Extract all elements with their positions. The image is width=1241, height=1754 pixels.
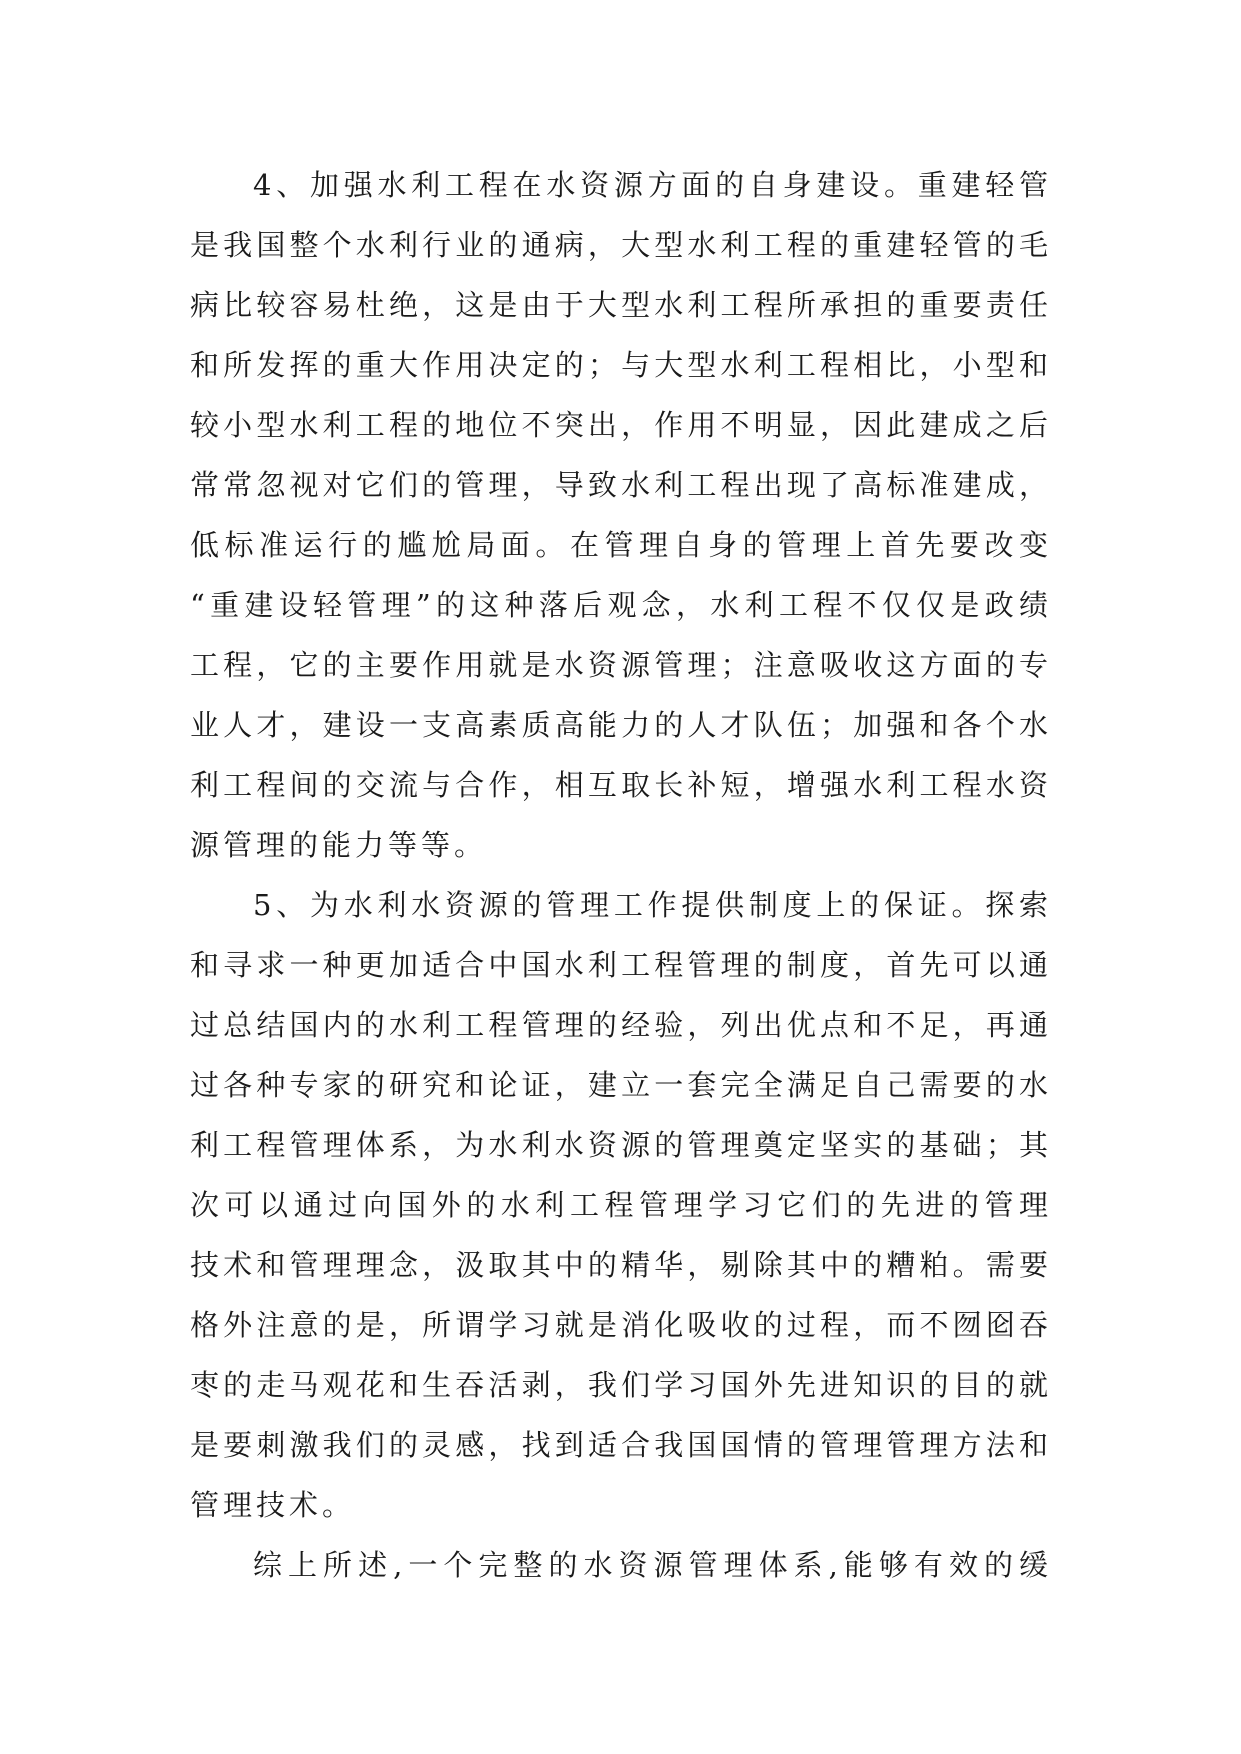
text-line: 过各种专家的研究和论证，建立一套完全满足自己需要的水 bbox=[190, 1068, 1052, 1102]
text-line: 常常忽视对它们的管理，导致水利工程出现了高标准建成， bbox=[190, 468, 1052, 502]
text-line: 管理技术。 bbox=[190, 1488, 356, 1522]
text-line: 5、为水利水资源的管理工作提供制度上的保证。探索 bbox=[253, 888, 1052, 922]
text-line: 和寻求一种更加适合中国水利工程管理的制度，首先可以通 bbox=[190, 948, 1052, 982]
text-line: 较小型水利工程的地位不突出，作用不明显，因此建成之后 bbox=[190, 408, 1052, 442]
paragraph-3 bbox=[190, 1535, 1052, 1595]
text-line: “重建设轻管理”的这种落后观念，水利工程不仅仅是政绩 bbox=[190, 588, 1052, 622]
text-line: 源管理的能力等等。 bbox=[190, 828, 488, 862]
paragraph-2 bbox=[190, 875, 1052, 1535]
text-line: 次可以通过向国外的水利工程管理学习它们的先进的管理 bbox=[190, 1188, 1052, 1222]
text-line: 工程，它的主要作用就是水资源管理；注意吸收这方面的专 bbox=[190, 648, 1052, 682]
text-line: 和所发挥的重大作用决定的；与大型水利工程相比，小型和 bbox=[190, 348, 1052, 382]
text-line: 4、加强水利工程在水资源方面的自身建设。重建轻管 bbox=[253, 168, 1052, 202]
text-line: 过总结国内的水利工程管理的经验，列出优点和不足，再通 bbox=[190, 1008, 1052, 1042]
text-line: 业人才，建设一支高素质高能力的人才队伍；加强和各个水 bbox=[190, 708, 1052, 742]
paragraph-1 bbox=[190, 155, 1052, 875]
text-line: 病比较容易杜绝，这是由于大型水利工程所承担的重要责任 bbox=[190, 288, 1052, 322]
text-line: 低标准运行的尴尬局面。在管理自身的管理上首先要改变 bbox=[190, 528, 1052, 562]
text-line: 枣的走马观花和生吞活剥，我们学习国外先进知识的目的就 bbox=[190, 1368, 1052, 1402]
text-line: 利工程管理体系，为水利水资源的管理奠定坚实的基础；其 bbox=[190, 1128, 1052, 1162]
text-line: 格外注意的是，所谓学习就是消化吸收的过程，而不囫囵吞 bbox=[190, 1308, 1052, 1342]
text-line: 综上所述,一个完整的水资源管理体系,能够有效的缓 bbox=[253, 1548, 1052, 1582]
text-line: 是要刺激我们的灵感，找到适合我国国情的管理管理方法和 bbox=[190, 1428, 1052, 1462]
text-line: 技术和管理理念，汲取其中的精华，剔除其中的糟粕。需要 bbox=[190, 1248, 1052, 1282]
body-text bbox=[190, 155, 1052, 1595]
text-line: 利工程间的交流与合作，相互取长补短，增强水利工程水资 bbox=[190, 768, 1052, 802]
text-line: 是我国整个水利行业的通病，大型水利工程的重建轻管的毛 bbox=[190, 228, 1052, 262]
